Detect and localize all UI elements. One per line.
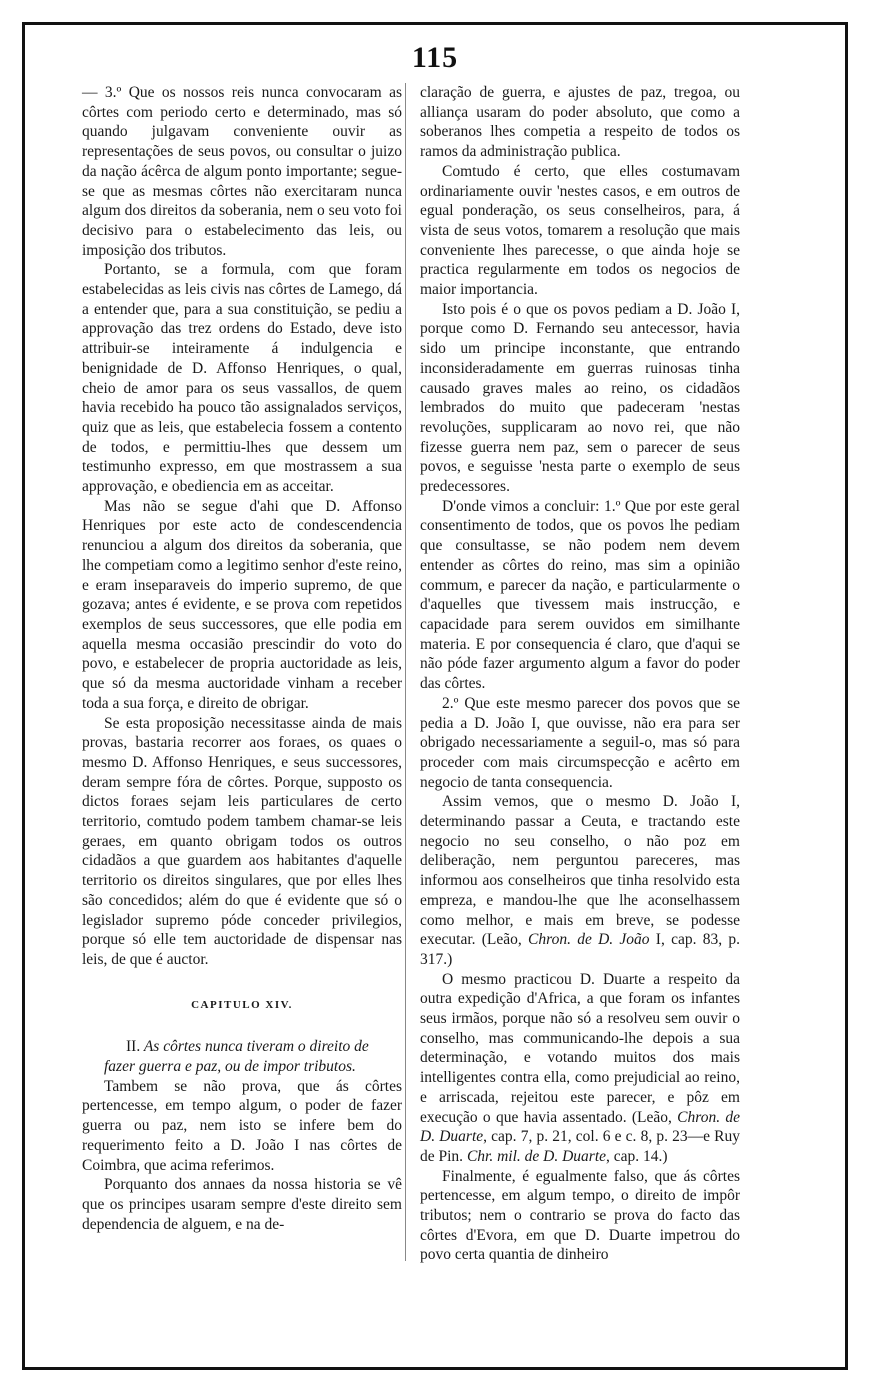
- chapter-heading: CAPITULO XIV.: [191, 998, 293, 1011]
- paragraph: Finalmente, é egualmente falso, que ás côrtes pertencesse, em algum tempo, o direito de impôr tributos; nem o contrario se prova do facto das côrtes d'Evora, em que D. Duarte impetrou do povo certa quantia de dinheiro: [420, 1167, 740, 1264]
- page-number: 115: [411, 41, 459, 74]
- paragraph: Portanto, se a formula, com que foram estabelecidas as leis civis nas côrtes de Lamego, dá a entender que, para a sua constituição, se pediu a approvação das trez ordens do Estado, deve isto attribuir-se inteiramente á indulgencia e benignidade de D. Affonso Henriques, o qual, cheio de amor para os seus vassallos, de quem havia recebido ha pouco tão assignalados serviços, quiz que as leis, que estabelecia fossem a contento de todos, e permittiu-lhes que dessem um testimunho expresso, em que mostrassem a sua approvação, e obediencia em as acceitar.: [82, 261, 402, 496]
- section-title: [82, 1037, 402, 1076]
- paragraph: [420, 792, 740, 969]
- text-run: , cap. 7, p. 21, col. 6 e c. 8, p. 23—e Ruy de Pin.: [420, 1128, 740, 1165]
- paragraph: Porquanto dos annaes da nossa historia se vê que os principes usaram sempre d'este direito sem dependencia de alguem, e na de-: [82, 1176, 402, 1233]
- text-run: Assim vemos, que o mesmo D. João I, determinando passar a Ceuta, e tractando este negocio no seu conselho, o não poz em deliberação, nem perguntou pareceres, mas informou aos conselheiros que tinha resolvido esta empreza, e mandou-lhe que lhe aconselhassem como melhor, e mais em breve, se podesse executar. (Leão,: [420, 793, 740, 949]
- text-run: I, cap. 83, p. 317.): [420, 931, 740, 968]
- column-divider: [405, 83, 406, 1261]
- paragraph: — 3.º Que os nossos reis nunca convocaram as côrtes com periodo certo e determinado, mas só quando julgavam conveniente ouvir as representações de seus povos, ou consultar o juizo da nação ácêrca de algum ponto importante; segue-se que as mesmas côrtes não exercitaram nunca algum dos direitos da soberania, nem o seu voto foi decisivo para o estabelecimento das leis, ou imposição dos tributos.: [82, 84, 402, 259]
- paragraph: [420, 970, 740, 1167]
- paragraph: Mas não se segue d'ahi que D. Affonso Henriques por este acto de condescendencia renunciou a algum dos direitos da soberania, que lhe competiam como a legitimo senhor d'este reino, e eram inseparaveis do imperio supremo, de que gozava; antes é evidente, e se prova com repetidos exemplos de seus successores, que elle podia em aquella mesma occasião prescindir do voto do povo, e estabelecer de propria auctoridade as leis, que só da mesma auctoridade vinham a receber toda a sua força, e direito de obrigar.: [82, 497, 402, 712]
- paragraph: Se esta proposição necessitasse ainda de mais provas, bastaria recorrer aos foraes, os quaes o mesmo D. Affonso Henriques, e seus successores, deram sempre fóra de côrtes. Porque, supposto os dictos foraes sejam leis particulares de certo territorio, comtudo podem tambem chamar-se leis geraes, em quanto obrigam todos os outros cidadãos a que guardem aos habitantes d'aquelle territorio os direitos singulares, que por elles lhes são concedidos; além do que é evidente que só o legislador supremo póde conceder privilegios, porque só elle tem auctoridade de dispensar nas leis, de que é auctor.: [82, 714, 402, 968]
- paragraph: D'onde vimos a concluir: 1.º Que por este geral consentimento de todos, que os povos lhe pediam que consultasse, se não podem nem devem entender as côrtes do reino, mas sim a opinião commum, e parecer da nação, e particularmente o d'aquelles que tivessem mais instrucção, e capacidade para serem ouvidos em similhante materia. E por consequencia é claro, que d'aqui se não póde fazer argumento algum a favor do poder das côrtes.: [420, 497, 740, 693]
- book-page: [22, 22, 848, 1370]
- paragraph: Comtudo é certo, que elles costumavam ordinariamente ouvir 'nestes casos, e em outros de egual ponderação, os seus conselheiros, para, á vista de seus votos, tomarem a resolução que mais conveniente lhes parecesse, o que ainda hoje se practica regularmente em todos os negocios de maior importancia.: [420, 162, 740, 299]
- citation: Chron. de D. Duarte: [420, 1108, 740, 1146]
- right-column: [420, 83, 740, 1265]
- citation: Chr. mil. de D. Duarte: [466, 1147, 607, 1165]
- paragraph: claração de guerra, e ajustes de paz, tregoa, ou alliança usaram do poder absoluto, que como a soberanos lhes competia a respeito de todos os ramos da administração publica.: [420, 84, 740, 161]
- section-title-text: As côrtes nunca tiveram o direito de fazer guerra e paz, ou de impor tributos.: [104, 1038, 369, 1076]
- paragraph: 2.º Que este mesmo parecer dos povos que se pedia a D. João I, que ouvisse, não era para ser obrigado necessariamente a seguil-o, mas só para proceder com mais circumspecção e acêrto em negocio de tanta consequencia.: [420, 694, 740, 791]
- section-number: II.: [126, 1038, 141, 1056]
- text-run: O mesmo practicou D. Duarte a respeito da outra expedição d'Africa, a que foram os infantes seus irmãos, porque não só a resolveu sem ouvir o conselho, mas communicando-lhe depois a sua determinação, e votando muitos dos mais intelligentes contra ella, como prejudicial ao reino, e arriscada, rejeitou este parecer, e pôz em execução o que havia assentado. (Leão,: [420, 970, 740, 1126]
- paragraph: Tambem se não prova, que ás côrtes pertencesse, em tempo algum, o poder de fazer guerra ou paz, nem isto se infere bem do requerimento feito a D. João I nas côrtes de Coimbra, que acima referimos.: [82, 1077, 402, 1174]
- left-column: [82, 83, 402, 1234]
- paragraph: Isto pois é o que os povos pediam a D. João I, porque como D. Fernando seu antecessor, havia sido um principe inconstante, que entrando inconsideradamente em guerras ruinosas tinha causado graves males ao reino, os cidadãos lembrados do muito que padeceram 'nestas revoluções, supplicaram ao novo rei, que não fizesse guerra nem paz, sem o parecer de seus povos, e seguisse 'nesta parte o exemplo de seus predecessores.: [420, 300, 740, 496]
- citation: Chron. de D. João: [528, 931, 650, 949]
- text-run: , cap. 14.): [606, 1147, 668, 1165]
